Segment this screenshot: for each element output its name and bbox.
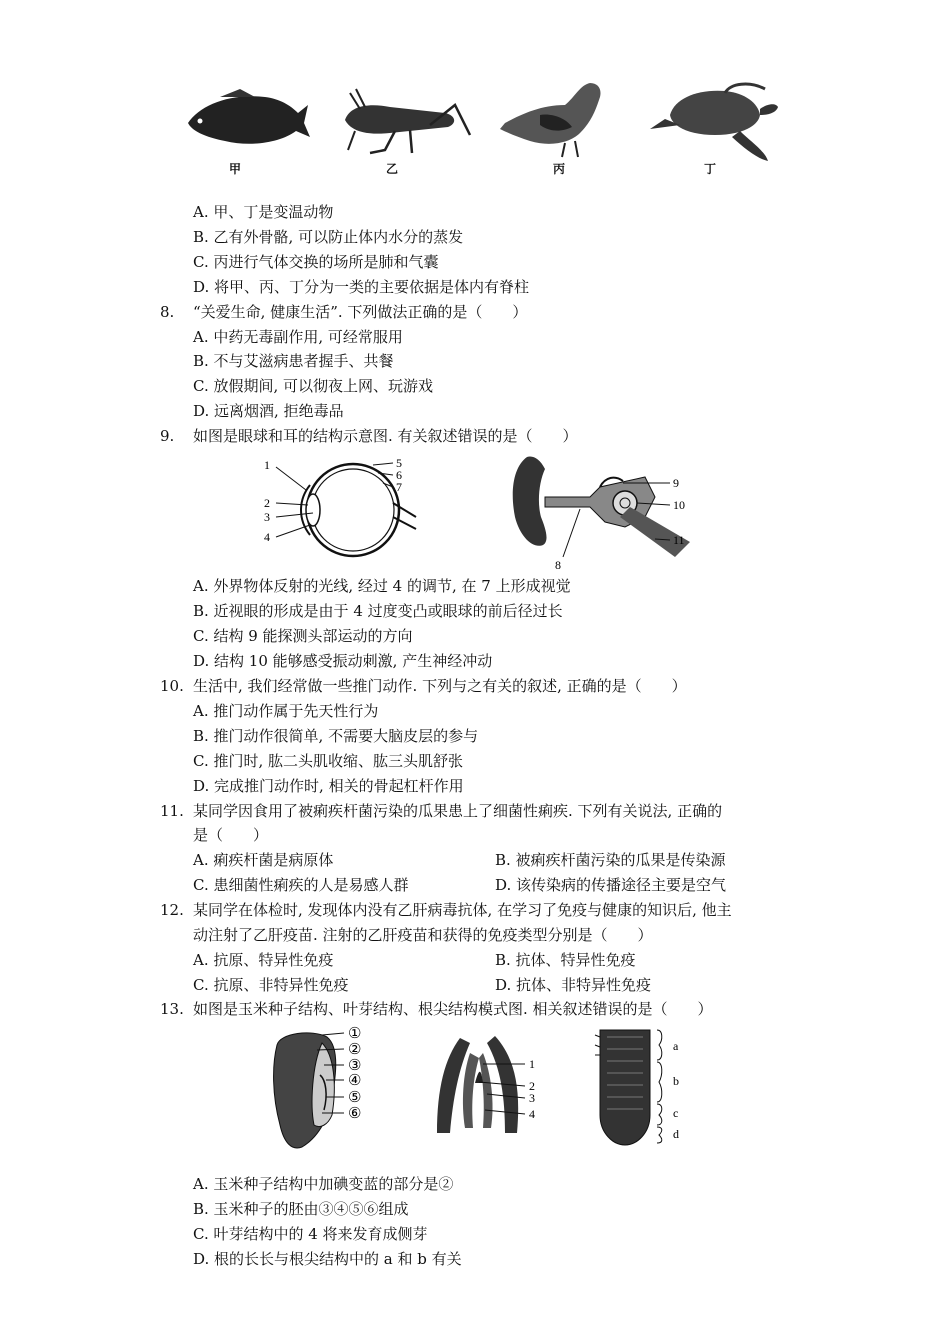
q9-option-a: A. 外界物体反射的光线, 经过 4 的调节, 在 7 上形成视觉: [193, 577, 571, 595]
root-label-c: c: [673, 1106, 679, 1120]
q12-stem-line1: 某同学在体检时, 发现体内没有乙肝病毒抗体, 在学习了免疫与健康的知识后, 他主: [193, 901, 732, 919]
q7-option-c: C. 丙进行气体交换的场所是肺和气囊: [193, 253, 439, 271]
q11-option-b: B. 被痢疾杆菌污染的瓜果是传染源: [495, 851, 726, 869]
q7-option-b: B. 乙有外骨骼, 可以防止体内水分的蒸发: [193, 228, 464, 246]
bud-label-1: 1: [529, 1057, 535, 1071]
q12-option-d: D. 抗体、非特异性免疫: [495, 976, 652, 994]
seed-label-6: ⑥: [348, 1106, 362, 1122]
ear-label-11: 11: [673, 533, 685, 547]
animal-label-ding: 丁: [704, 162, 717, 176]
root-tip-diagram: [585, 1025, 695, 1150]
animal-label-yi: 乙: [386, 162, 399, 176]
q11-option-d: D. 该传染病的传播途径主要是空气: [495, 876, 727, 894]
eye-label-1: 1: [264, 458, 270, 472]
eye-label-2: 2: [264, 496, 270, 510]
leaf-bud-diagram: [425, 1028, 550, 1143]
q12-option-c: C. 抗原、非特异性免疫: [193, 976, 349, 994]
ear-diagram: [505, 447, 695, 572]
q8-stem: “关爱生命, 健康生活”. 下列做法正确的是（ ）: [193, 303, 528, 321]
q13-stem: 如图是玉米种子结构、叶芽结构、根尖结构模式图. 相关叙述错误的是（ ）: [193, 1000, 713, 1018]
seed-label-3: ③: [348, 1058, 362, 1074]
q9-option-d: D. 结构 10 能够感受振动刺激, 产生神经冲动: [193, 652, 493, 670]
ear-label-8: 8: [555, 558, 561, 572]
animal-label-jia: 甲: [229, 162, 242, 176]
bud-label-2: 2: [529, 1079, 535, 1093]
seed-label-2: ②: [348, 1042, 362, 1058]
q10-stem: 生活中, 我们经常做一些推门动作. 下列与之有关的叙述, 正确的是（ ）: [193, 677, 687, 695]
turtle-image: [650, 84, 778, 161]
q12-stem-line2: 动注射了乙肝疫苗. 注射的乙肝疫苗和获得的免疫类型分别是（ ）: [193, 926, 653, 944]
root-label-b: b: [673, 1074, 679, 1088]
q8-option-b: B. 不与艾滋病患者握手、共餐: [193, 352, 394, 370]
q9-stem: 如图是眼球和耳的结构示意图. 有关叙述错误的是（ ）: [193, 427, 578, 445]
q13-number: 13.: [160, 1000, 184, 1018]
q10-option-a: A. 推门动作属于先天性行为: [193, 702, 379, 720]
q7-option-d: D. 将甲、丙、丁分为一类的主要依据是体内有脊柱: [193, 278, 530, 296]
q12-option-b: B. 抗体、特异性免疫: [495, 951, 636, 969]
q11-option-c: C. 患细菌性痢疾的人是易感人群: [193, 876, 409, 894]
seed-label-5: ⑤: [348, 1090, 362, 1106]
animal-label-bing: 丙: [553, 162, 566, 176]
q7-option-a: A. 甲、丁是变温动物: [193, 203, 334, 221]
q10-option-d: D. 完成推门动作时, 相关的骨起杠杆作用: [193, 777, 464, 795]
eye-label-5: 5: [396, 456, 402, 470]
seed-label-1: ①: [348, 1026, 362, 1042]
ear-label-9: 9: [673, 476, 679, 490]
q8-number: 8.: [160, 303, 175, 321]
eye-diagram: [258, 455, 418, 570]
q9-option-b: B. 近视眼的形成是由于 4 过度变凸或眼球的前后径过长: [193, 602, 563, 620]
eye-label-4: 4: [264, 530, 270, 544]
eye-label-3: 3: [264, 510, 270, 524]
q13-option-a: A. 玉米种子结构中加碘变蓝的部分是②: [193, 1175, 454, 1193]
q13-option-c: C. 叶芽结构中的 4 将来发育成侧芽: [193, 1225, 428, 1243]
eye-label-6: 6: [396, 468, 402, 482]
q11-option-a: A. 痢疾杆菌是病原体: [193, 851, 334, 869]
q11-stem-line1: 某同学因食用了被痢疾杆菌污染的瓜果患上了细菌性痢疾. 下列有关说法, 正确的: [193, 802, 723, 820]
q10-number: 10.: [160, 677, 184, 695]
q12-number: 12.: [160, 901, 184, 919]
q10-option-c: C. 推门时, 肱二头肌收缩、肱三头肌舒张: [193, 752, 464, 770]
q11-stem-line2: 是（ ）: [193, 826, 269, 844]
fish-image: [188, 89, 310, 144]
animals-figure: [180, 75, 780, 180]
q8-option-c: C. 放假期间, 可以彻夜上网、玩游戏: [193, 377, 434, 395]
q13-option-d: D. 根的长长与根尖结构中的 a 和 b 有关: [193, 1250, 462, 1268]
bud-label-4: 4: [529, 1107, 535, 1121]
pigeon-image: [500, 83, 601, 157]
q12-option-a: A. 抗原、特异性免疫: [193, 951, 334, 969]
corn-seed-diagram: [262, 1025, 382, 1155]
ear-label-10: 10: [673, 498, 685, 512]
q9-number: 9.: [160, 427, 175, 445]
q8-option-d: D. 远离烟酒, 拒绝毒品: [193, 402, 344, 420]
root-label-a: a: [673, 1039, 679, 1053]
q8-option-a: A. 中药无毒副作用, 可经常服用: [193, 328, 403, 346]
q13-option-b: B. 玉米种子的胚由③④⑤⑥组成: [193, 1200, 409, 1218]
q11-number: 11.: [160, 802, 184, 820]
q9-option-c: C. 结构 9 能探测头部运动的方向: [193, 627, 413, 645]
root-label-d: d: [673, 1127, 679, 1141]
bud-label-3: 3: [529, 1091, 535, 1105]
seed-label-4: ④: [348, 1073, 362, 1089]
q10-option-b: B. 推门动作很简单, 不需要大脑皮层的参与: [193, 727, 479, 745]
eye-label-7: 7: [396, 480, 402, 494]
grasshopper-image: [345, 89, 470, 153]
